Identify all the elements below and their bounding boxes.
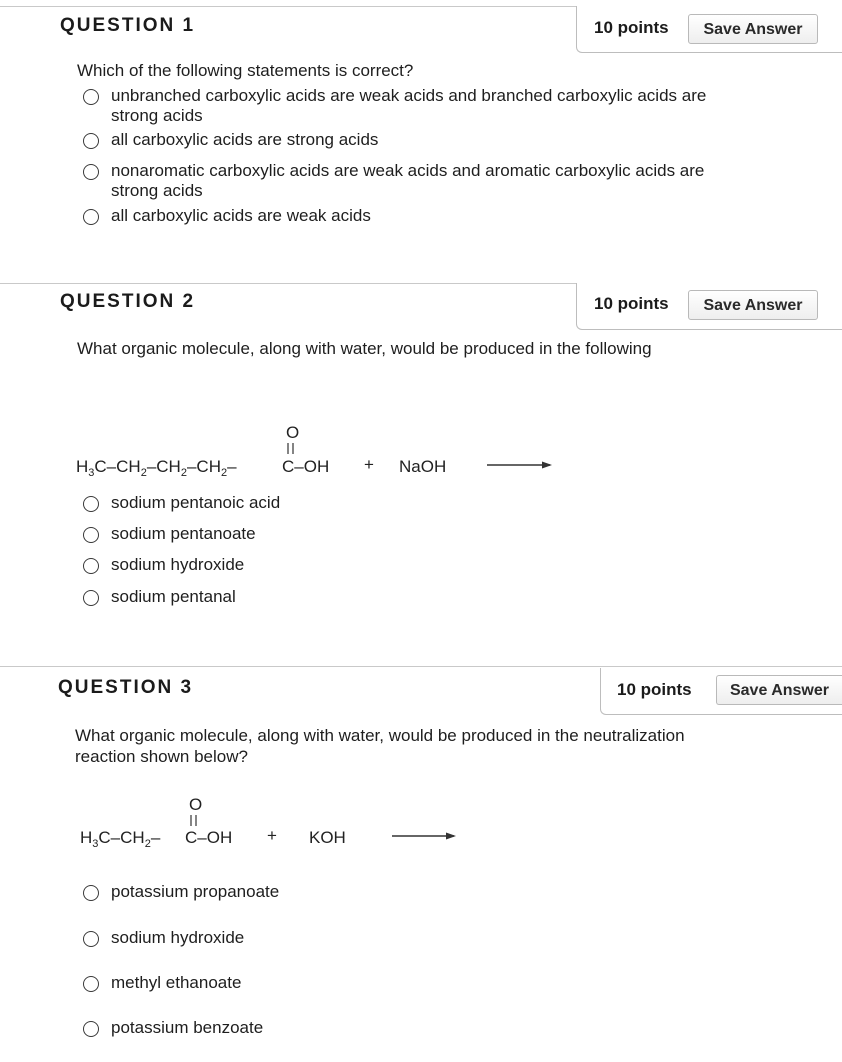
radio-button[interactable] (83, 558, 99, 574)
carbonyl-oxygen: O (286, 423, 300, 442)
radio-button[interactable] (83, 931, 99, 947)
option-label: methyl ethanoate (111, 973, 242, 992)
question-1-save-answer-button[interactable]: Save Answer (688, 14, 818, 44)
option-label: all carboxylic acids are strong acids (111, 130, 379, 149)
radio-button[interactable] (83, 590, 99, 606)
base-reactant: KOH (309, 828, 346, 847)
option-label: nonaromatic carboxylic acids are weak acids and aromatic carboxylic acids are strong acids (111, 161, 705, 200)
option-label: potassium benzoate (111, 1018, 264, 1037)
question-2-title: QUESTION 2 (60, 291, 196, 312)
radio-button[interactable] (83, 527, 99, 543)
base-reactant: NaOH (399, 457, 447, 476)
question-3-prompt: What organic molecule, along with water, would be produced in the neutralization reaction shown below? (75, 726, 685, 766)
question-2-reaction-diagram (74, 416, 594, 486)
question-2-option-3[interactable] (83, 555, 244, 575)
radio-button[interactable] (83, 976, 99, 992)
option-label: sodium pentanal (111, 587, 236, 606)
question-3-option-4[interactable] (83, 1018, 263, 1038)
question-3-option-3[interactable] (83, 973, 241, 993)
question-3-option-1[interactable] (83, 882, 279, 902)
question-2-option-1[interactable] (83, 493, 280, 513)
question-1-points: 10 points (594, 18, 669, 37)
radio-button[interactable] (83, 164, 99, 180)
question-1-option-1[interactable] (83, 86, 803, 126)
question-3-points: 10 points (617, 680, 692, 699)
question-3-save-answer-button[interactable]: Save Answer (716, 675, 842, 705)
question-2-save-answer-button[interactable]: Save Answer (688, 290, 818, 320)
question-1-prompt: Which of the following statements is correct? (77, 61, 414, 80)
question-1-title: QUESTION 1 (60, 15, 196, 36)
radio-button[interactable] (83, 1021, 99, 1037)
radio-button[interactable] (83, 496, 99, 512)
question-1-option-2[interactable] (83, 130, 378, 150)
question-2-option-2[interactable] (83, 524, 256, 544)
option-label: sodium hydroxide (111, 555, 245, 574)
question-3-option-2[interactable] (83, 928, 244, 948)
question-2-option-4[interactable] (83, 587, 236, 607)
option-label: all carboxylic acids are weak acids (111, 206, 371, 225)
radio-button[interactable] (83, 133, 99, 149)
question-2-prompt: What organic molecule, along with water, would be produced in the following (77, 339, 652, 358)
radio-button[interactable] (83, 89, 99, 105)
option-label: sodium pentanoate (111, 524, 256, 543)
carboxyl-group: C–OH (282, 457, 330, 476)
radio-button[interactable] (83, 209, 99, 225)
question-1-option-3[interactable] (83, 161, 803, 201)
plus-sign: + (267, 826, 277, 845)
carbonyl-oxygen: O (189, 795, 203, 814)
carboxyl-group: C–OH (185, 828, 233, 847)
question-2-points: 10 points (594, 294, 669, 313)
option-label: unbranched carboxylic acids are weak acids and branched carboxylic acids are strong acids (111, 86, 707, 125)
option-label: potassium propanoate (111, 882, 280, 901)
option-label: sodium hydroxide (111, 928, 245, 947)
ethyl-chain: $H_3C-CH_2-$ (80, 828, 161, 850)
option-label: sodium pentanoic acid (111, 493, 281, 512)
butyl-chain: $H_3C-CH_2-CH_2-CH_2-$ (76, 457, 237, 479)
question-3-reaction-diagram (76, 788, 476, 858)
question-3-title: QUESTION 3 (58, 677, 194, 698)
question-1-option-4[interactable] (83, 206, 371, 226)
plus-sign: + (364, 455, 374, 474)
radio-button[interactable] (83, 885, 99, 901)
question-3-top-divider (0, 666, 842, 667)
